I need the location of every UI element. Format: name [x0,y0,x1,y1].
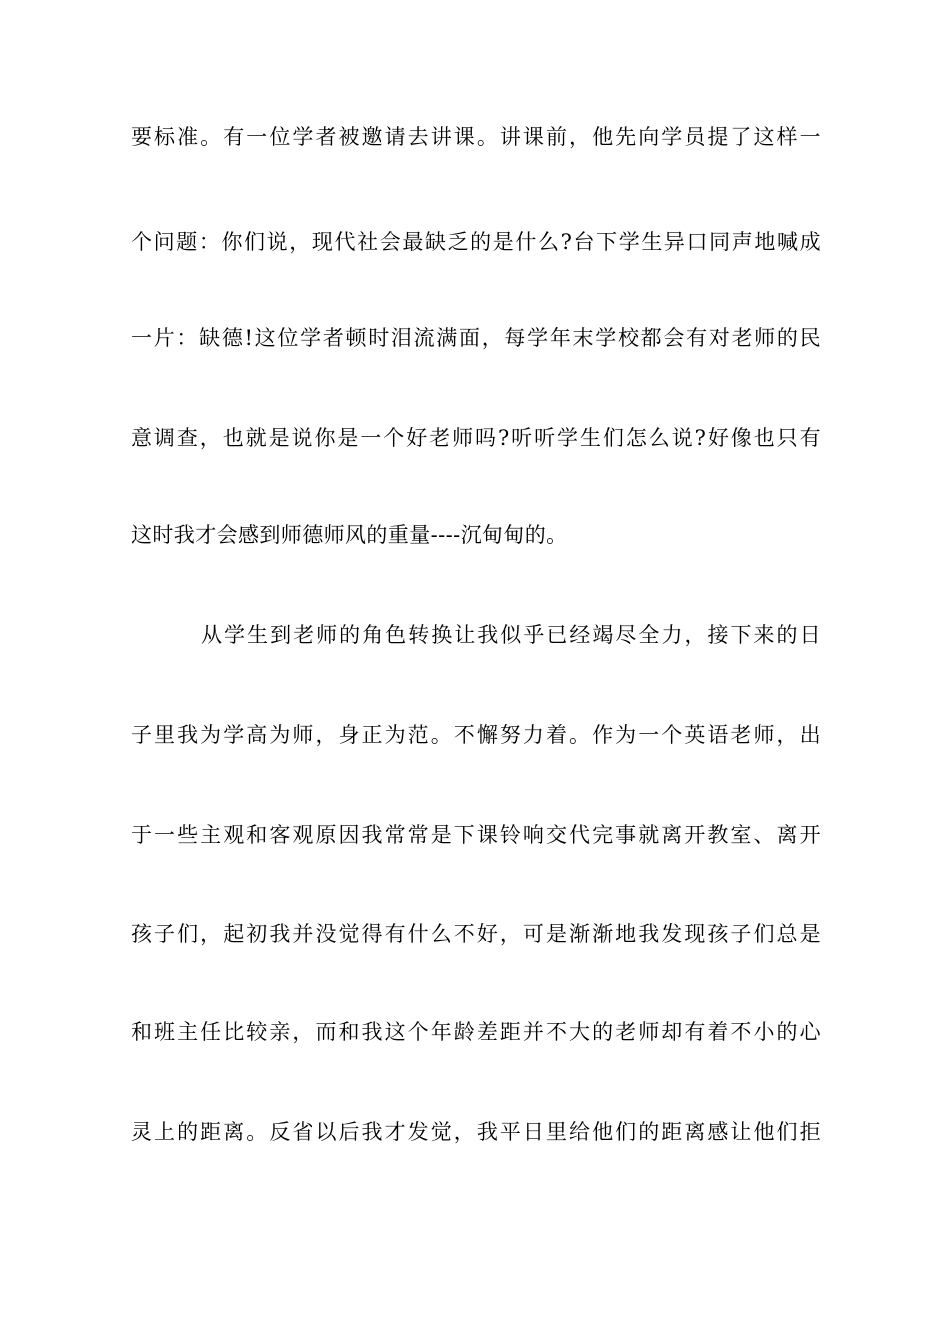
text-line: 要标准。有一位学者被邀请去讲课。讲课前，他先向学员提了这样一 [131,125,821,149]
text-line: 灵上的距离。反省以后我才发觉，我平日里给他们的距离感让他们拒 [131,1120,821,1144]
text-line-paragraph-end: 这时我才会感到师德师风的重量----沉甸甸的。 [131,523,568,547]
text-line: 于一些主观和客观原因我常常是下课铃响交代完事就离开教室、离开 [131,823,821,847]
text-line: 和班主任比较亲，而和我这个年龄差距并不大的老师却有着不小的心 [131,1020,821,1044]
text-line: 子里我为学高为师，身正为范。不懈努力着。作为一个英语老师，出 [131,723,821,747]
text-line: 意调查，也就是说你是一个好老师吗?听听学生们怎么说?好像也只有 [131,426,821,450]
text-line: 孩子们，起初我并没觉得有什么不好，可是渐渐地我发现孩子们总是 [131,922,821,946]
text-line-paragraph-start: 从学生到老师的角色转换让我似乎已经竭尽全力，接下来的日 [201,623,821,647]
text-line: 一片：缺德!这位学者顿时泪流满面，每学年末学校都会有对老师的民 [131,326,821,350]
text-line: 个问题：你们说，现代社会最缺乏的是什么?台下学生异口同声地喊成 [131,230,821,254]
